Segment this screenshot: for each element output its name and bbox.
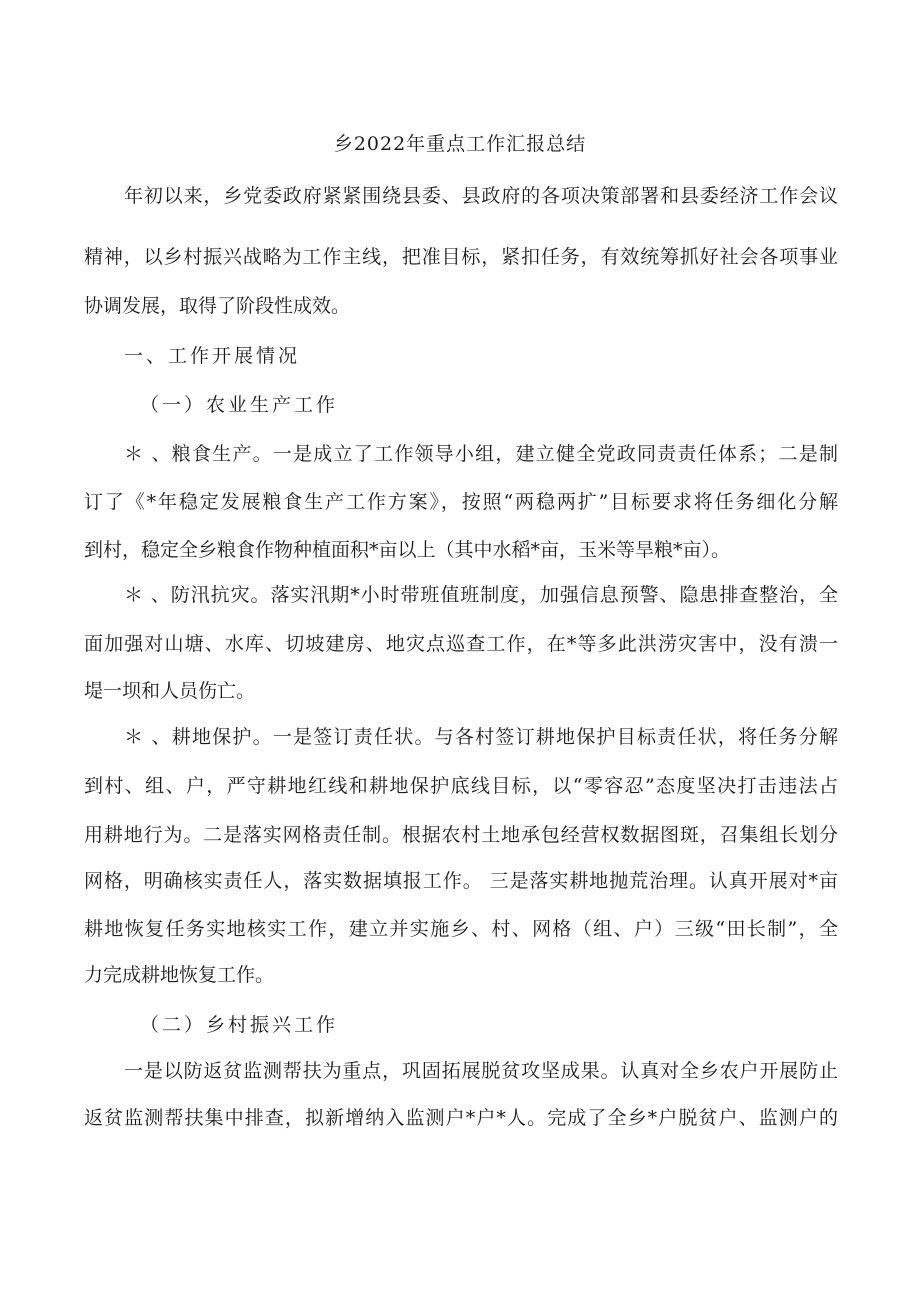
paragraph-intro-line-1: 年初以来，乡党委政府紧紧围绕县委、县政府的各项决策部署和县委经济工作会议 [124,185,838,207]
subsection-heading-agriculture: （一）农业生产工作 [140,394,339,416]
subsection-heading-rural-revitalization: （二）乡村振兴工作 [140,1014,339,1036]
document-title: 乡2022年重点工作汇报总结 [333,133,587,155]
paragraph-flood-line-3: 堤一坝和人员伤亡。 [84,680,256,702]
paragraph-revitalization-line-2: 返贫监测帮扶集中排查，拟新增纳入监测户*户*人。完成了全乡*户脱贫户、监测户的 [84,1107,838,1129]
paragraph-farmland-line-4: 网格，明确核实责任人，落实数据填报工作。 三是落实耕地抛荒治理。认真开展对*亩 [84,870,838,892]
section-heading-work-progress: 一、工作开展情况 [124,345,301,367]
paragraph-grain-line-1: ＊ 、粮食生产。一是成立了工作领导小组，建立健全党政同责责任体系；二是制 [124,443,838,465]
paragraph-farmland-line-1: ＊ 、耕地保护。一是签订责任状。与各村签订耕地保护目标责任状，将任务分解 [124,726,838,748]
paragraph-flood-line-1: ＊ 、防汛抗灾。落实汛期*小时带班值班制度，加强信息预警、隐患排查整治，全 [124,584,838,606]
paragraph-farmland-line-3: 用耕地行为。二是落实网格责任制。根据农村土地承包经营权数据图斑，召集组长划分 [84,824,838,846]
paragraph-revitalization-line-1: 一是以防返贫监测帮扶为重点，巩固拓展脱贫攻坚成果。认真对全乡农户开展防止 [124,1060,838,1082]
paragraph-intro-line-2: 精神，以乡村振兴战略为工作主线，把准目标，紧扣任务，有效统筹抓好社会各项事业 [84,246,838,268]
paragraph-farmland-line-5: 耕地恢复任务实地核实工作，建立并实施乡、村、网格（组、户）三级“田长制”，全 [84,918,838,940]
paragraph-flood-line-2: 面加强对山塘、水库、切坡建房、地灾点巡查工作，在*等多此洪涝灾害中，没有溃一 [84,633,838,655]
paragraph-farmland-line-2: 到村、组、户，严守耕地红线和耕地保护底线目标，以“零容忍”态度坚决打击违法占 [84,775,838,797]
paragraph-grain-line-3: 到村，稳定全乡粮食作物种植面积*亩以上（其中水稻*亩，玉米等旱粮*亩）。 [84,539,731,561]
paragraph-grain-line-2: 订了《*年稳定发展粮食生产工作方案》，按照“两稳两扩”目标要求将任务细化分解 [84,491,838,513]
paragraph-intro-line-3: 协调发展，取得了阶段性成效。 [84,295,351,317]
paragraph-farmland-line-6: 力完成耕地恢复工作。 [84,964,275,986]
